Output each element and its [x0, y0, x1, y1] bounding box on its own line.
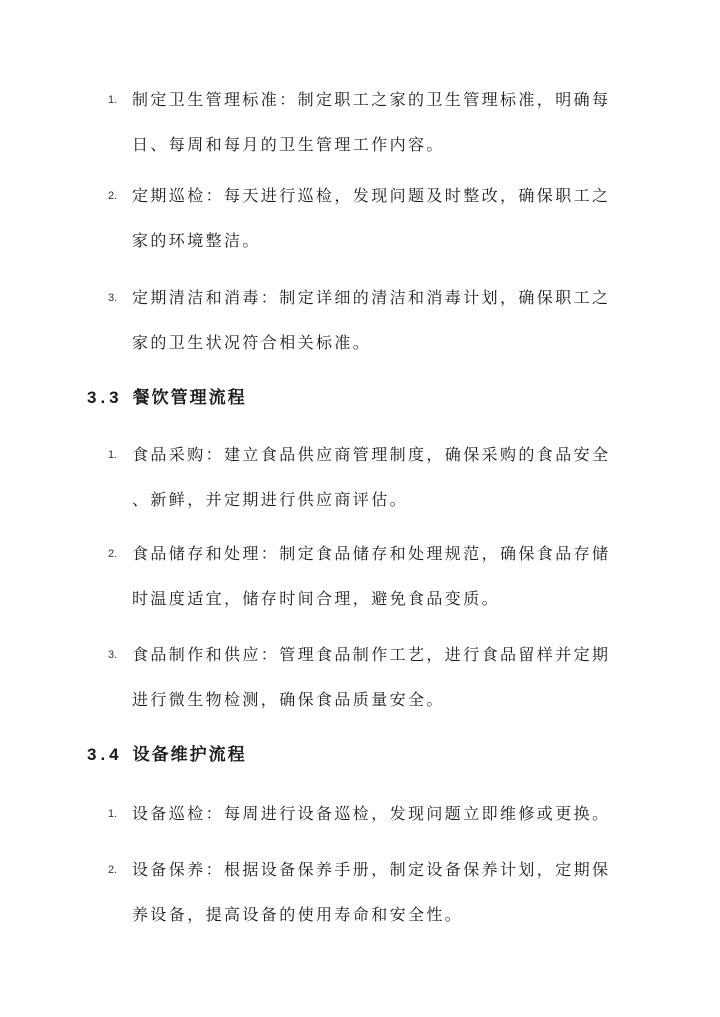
list-item-line: 、新鲜，并定期进行供应商评估。 [132, 490, 409, 509]
list-number: 2. [108, 190, 118, 202]
list-item-line: 定期清洁和消毒：制定详细的清洁和消毒计划，确保职工之 [132, 288, 611, 307]
list-item [108, 859, 628, 924]
list-item-line: 日、每周和每月的卫生管理工作内容。 [132, 135, 445, 154]
list-item-line: 养设备，提高设备的使用寿命和安全性。 [132, 905, 464, 924]
list-item [108, 543, 628, 608]
list-item-line: 设备保养：根据设备保养手册，制定设备保养计划，定期保 [132, 860, 611, 879]
list-item-line: 家的环境整洁。 [132, 231, 261, 250]
list-number: 2. [108, 864, 118, 876]
section-number: 3.3 [87, 388, 123, 407]
section-heading [87, 744, 247, 766]
list-item-line: 进行微生物检测，确保食品质量安全。 [132, 690, 445, 709]
list-item-line: 设备巡检：每周进行设备巡检，发现问题立即维修或更换。 [132, 804, 611, 823]
list-item-line: 制定卫生管理标准：制定职工之家的卫生管理标准，明确每 [132, 90, 611, 109]
list-item-line: 食品采购：建立食品供应商管理制度，确保采购的食品安全 [132, 445, 611, 464]
section-title: 设备维护流程 [132, 745, 247, 765]
list-item-line: 时温度适宜，储存时间合理，避免食品变质。 [132, 589, 501, 608]
list-number: 1. [108, 808, 118, 820]
list-item [108, 287, 628, 352]
list-item-line: 定期巡检：每天进行巡检，发现问题及时整改，确保职工之 [132, 186, 611, 205]
list-number: 3. [108, 649, 118, 661]
section-number: 3.4 [87, 745, 123, 764]
list-number: 1. [108, 94, 118, 106]
section-heading [87, 387, 247, 409]
section-title: 餐饮管理流程 [132, 388, 247, 408]
list-item [108, 644, 628, 709]
list-item-line: 食品制作和供应：管理食品制作工艺，进行食品留样并定期 [132, 645, 611, 664]
list-item [108, 89, 628, 154]
list-item-line: 家的卫生状况符合相关标准。 [132, 333, 372, 352]
list-item [108, 185, 628, 250]
list-number: 3. [108, 292, 118, 304]
list-number: 2. [108, 548, 118, 560]
list-number: 1. [108, 449, 118, 461]
list-item-line: 食品储存和处理：制定食品储存和处理规范，确保食品存储 [132, 544, 611, 563]
list-item [108, 444, 628, 509]
list-item [108, 803, 628, 825]
